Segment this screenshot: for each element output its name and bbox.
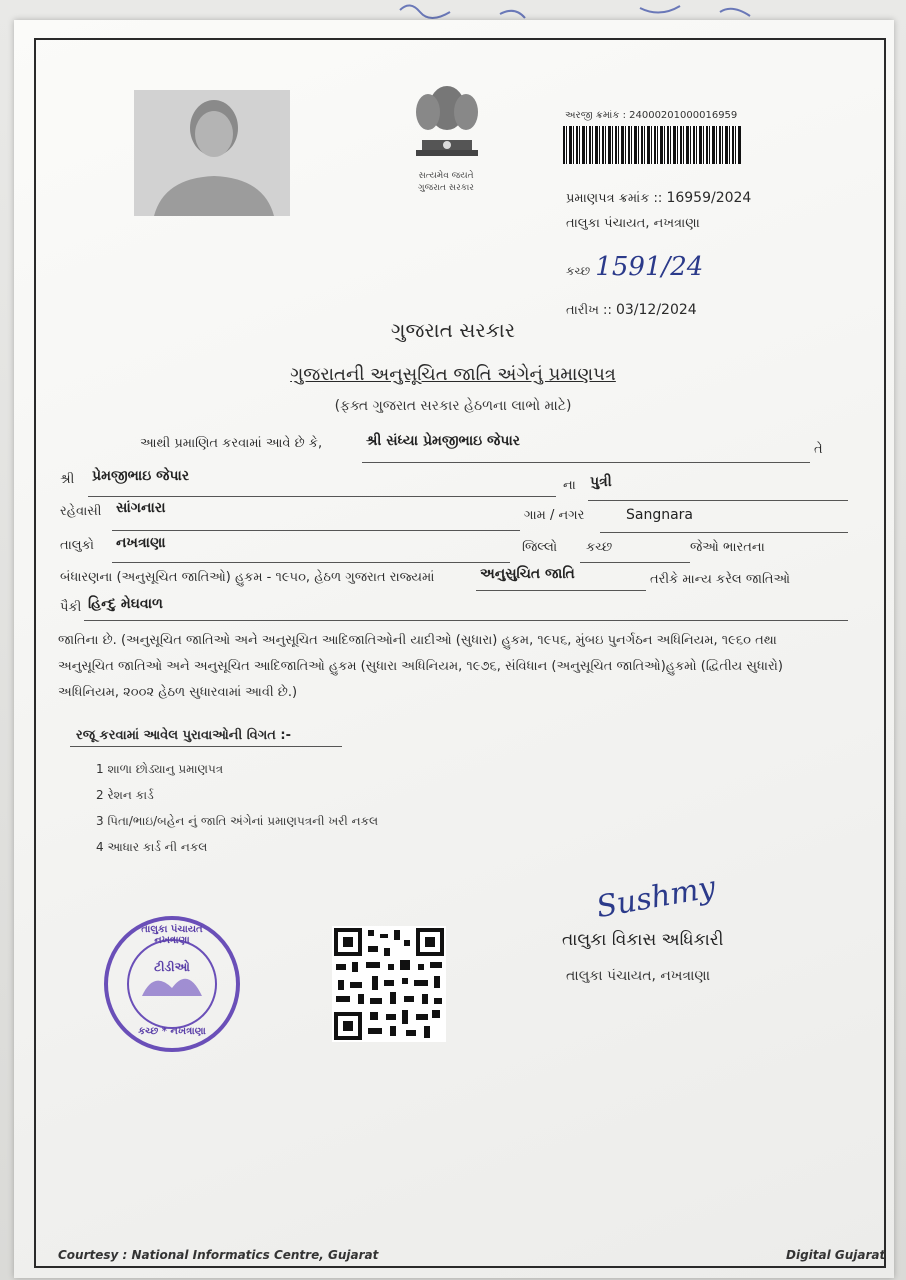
date-label: તારીખ :: xyxy=(566,303,612,318)
header-office: તાલુકા પંચાયત, નખત્રાણા xyxy=(566,216,700,231)
relation-value: પુત્રી xyxy=(590,474,612,490)
recognized-text: તરીકે માન્ય કરેલ જાતિઓ xyxy=(650,572,791,587)
category-underline xyxy=(476,590,646,591)
gov-title: ગુજરાત સરકાર xyxy=(390,318,516,342)
caste-value: હિન્દુ મેઘવાળ xyxy=(88,596,163,612)
district-label: જિલ્લો xyxy=(522,540,558,555)
certificate-subtitle: (ફક્ત ગુજરાત સરકાર હેઠળના લાભો માટે) xyxy=(334,398,572,414)
category-value: અનુસુચિત જાતિ xyxy=(480,566,575,582)
father-underline xyxy=(88,496,556,497)
paragraph-line: જાતિના છે. (અનુસૂચિત જાતિઓ અને અનુસૂચિત આદિજાતિઓની યાદીઓ (સુધારા) હુકમ, ૧૯૫૬, મુંબઇ પુનર્ગઠન અધિનિયમ, ૧૯૬૦ તથા xyxy=(58,633,777,648)
taluka-label: તાલુકો xyxy=(60,538,95,553)
kutch-number-row xyxy=(566,252,703,282)
application-number: અરજી ક્રમાંક : 24000201000016959 xyxy=(565,110,738,121)
certificate-number-row xyxy=(566,190,751,206)
footer-courtesy: Courtesy : National Informatics Centre, Gujarat xyxy=(58,1248,379,1262)
seal-bottom-text: કચ્છ * નખત્રાણા xyxy=(138,1026,206,1037)
barcode xyxy=(563,126,741,164)
district-value: કચ્છ xyxy=(586,540,613,555)
documents-heading-underline xyxy=(70,746,342,747)
constitution-text: બંધારણના (અનુસૂચિત જાતિઓ) હુકમ - ૧૯૫૦, હેઠળ ગુજરાત રાજ્યમાં xyxy=(60,570,435,585)
resident-underline xyxy=(112,530,520,531)
india-text: જેઓ ભારતના xyxy=(690,540,765,555)
officer-title: તાલુકા વિકાસ અધિકારી xyxy=(562,930,724,950)
shri-text: શ્રી xyxy=(60,472,75,487)
name-underline xyxy=(362,462,810,463)
state-emblem-icon xyxy=(404,78,490,168)
father-name: પ્રેમજીભાઇ જેપાર xyxy=(92,468,190,484)
officer-office: તાલુકા પંચાયત, નખત્રાણા xyxy=(566,968,711,984)
document-item: 4 આધાર કાર્ડ ની નકલ xyxy=(96,840,208,854)
relation-underline xyxy=(588,500,848,501)
certificate-title: ગુજરાતની અનુસૂચિત જાતિ અંગેનું પ્રમાણપત્ર xyxy=(290,364,616,385)
taluka-value: નખત્રાણા xyxy=(116,535,166,551)
applicant-photo xyxy=(134,90,290,216)
village-value: Sangnara xyxy=(626,507,694,523)
paragraph-line: અનુસૂચિત જાતિઓ અને અનુસૂચિત આદિજાતિઓ હુકમ (સુધારા અધિનિયમ, ૧૯૭૬, સંવિધાન (અનુસૂચિત જાતિઓ)હુકમો (દ્વિતીય સુધારો) xyxy=(58,659,783,674)
document-item: 1 શાળા છોડ્યાનુ પ્રમાણપત્ર xyxy=(96,762,224,776)
handwritten-number: 1591/24 xyxy=(595,252,704,282)
emblem-gov: ગુજરાત સરકાર xyxy=(418,183,474,193)
te-text: તે xyxy=(814,442,823,457)
legal-paragraph xyxy=(58,628,848,706)
caste-underline xyxy=(84,620,848,621)
village-underline xyxy=(600,532,848,533)
certificate-number-label: પ્રમાણપત્ર ક્રમાંક :: xyxy=(566,191,663,206)
emblem-caption xyxy=(396,170,496,194)
intro-text: આથી પ્રમાણિત કરવામાં આવે છે કે, xyxy=(140,436,323,451)
na-text: ના xyxy=(563,478,576,493)
seal-top-text: તાલુકા પંચાયત નખત્રાણા xyxy=(141,924,203,946)
among-label: પૈકી xyxy=(60,600,82,615)
date-row xyxy=(566,302,697,318)
signature-scribble: Sushmy xyxy=(593,869,719,926)
document-item: 3 પિતા/ભાઇ/બહેન નું જાતિ અંગેનાં પ્રમાણપત્રની ખરી નકલ xyxy=(96,814,379,828)
qr-code xyxy=(332,926,446,1042)
documents-heading: રજૂ કરવામાં આવેલ પુરાવાઓની વિગત :- xyxy=(76,728,291,743)
district-underline xyxy=(580,562,690,563)
document-item: 2 રેશન કાર્ડ xyxy=(96,788,154,802)
kutch-label: કચ્છ xyxy=(566,264,591,278)
taluka-underline xyxy=(112,562,510,563)
resident-label: રહેવાસી xyxy=(60,504,102,519)
paragraph-line: અધિનિયમ, ૨૦૦૨ હેઠળ સુધારવામાં આવી છે.) xyxy=(58,685,298,700)
date-value: 03/12/2024 xyxy=(615,302,697,318)
resident-value: સાંગનારા xyxy=(116,500,166,516)
applicant-name: શ્રી સંધ્યા પ્રેમજીભાઇ જેપાર xyxy=(366,433,521,449)
village-label: ગામ / નગર xyxy=(524,508,585,523)
office-seal-stamp xyxy=(102,914,242,1054)
seal-center-text: ટીડીઓ xyxy=(154,960,190,974)
certificate-number: 16959/2024 xyxy=(666,190,752,206)
footer-digital-gujarat: Digital Gujarat xyxy=(786,1248,886,1262)
emblem-motto: સત્યમેવ જયતે xyxy=(418,171,474,181)
